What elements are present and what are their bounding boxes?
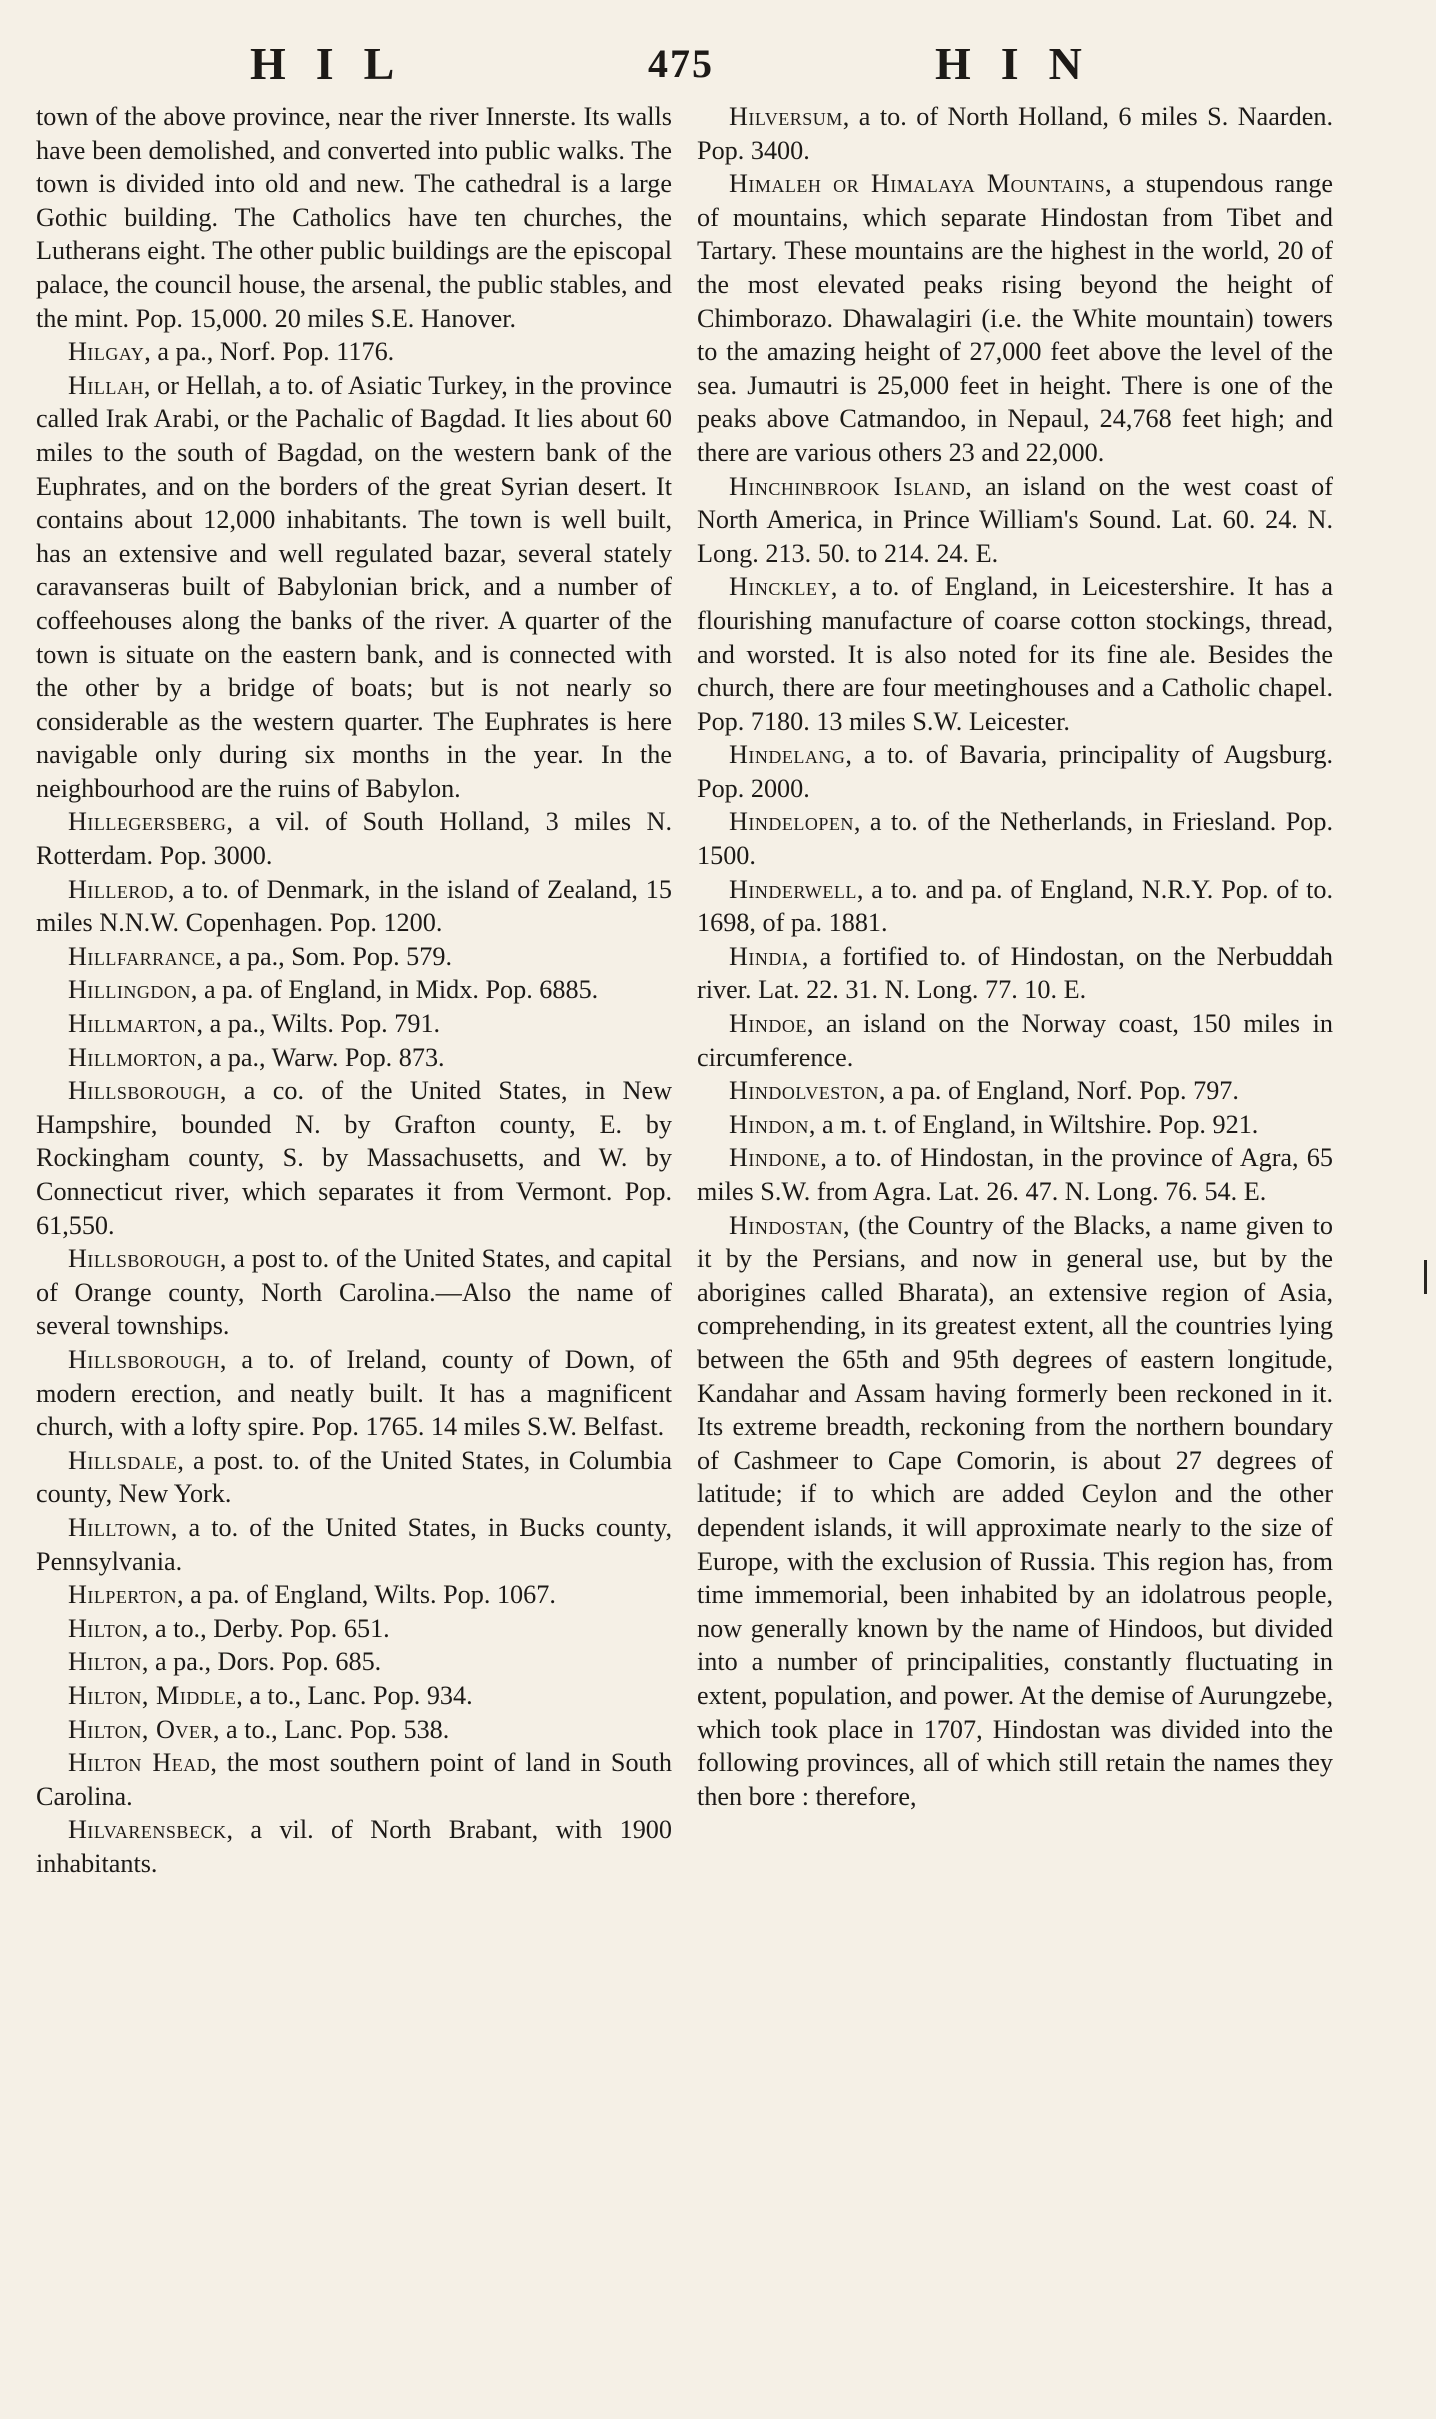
entry-text: , a to. of Ireland, county of Down, of modern erection, and neatly built. It has a magnificent church, with a lofty spire. Pop. 1765. 14 miles S.W. Belfast. bbox=[36, 1344, 672, 1442]
entry-text: , an island on the Norway coast, 150 miles in circumference. bbox=[697, 1009, 1333, 1072]
page-number: 475 bbox=[648, 41, 714, 86]
entry-headword: Hilton, Over bbox=[68, 1714, 213, 1744]
entry-headword: Hindia bbox=[729, 941, 802, 971]
entry-text: , a pa. of England, Wilts. Pop. 1067. bbox=[177, 1580, 556, 1610]
gazetteer-entry bbox=[36, 873, 672, 940]
gazetteer-entry bbox=[697, 805, 1333, 872]
entry-text: , a to. and pa. of England, N.R.Y. Pop. of to. 1698, of pa. 1881. bbox=[697, 874, 1333, 938]
gazetteer-entry bbox=[697, 1074, 1333, 1108]
gazetteer-entry bbox=[697, 940, 1333, 1007]
gazetteer-entry bbox=[697, 873, 1333, 940]
entry-text: , a to., Derby. Pop. 651. bbox=[141, 1613, 390, 1643]
entry-text: , a vil. of South Holland, 3 miles N. Rotterdam. Pop. 3000. bbox=[36, 807, 672, 871]
gazetteer-entry bbox=[36, 1746, 672, 1813]
entry-text: , a to. of the Netherlands, in Friesland. Pop. 1500. bbox=[697, 807, 1333, 871]
entry-text: , a to., Lanc. Pop. 538. bbox=[212, 1714, 450, 1744]
entry-headword: Hillsborough bbox=[68, 1344, 220, 1374]
gazetteer-entry bbox=[36, 369, 672, 806]
entry-text: , a pa., Dors. Pop. 685. bbox=[141, 1647, 382, 1677]
entry-text: , a pa. of England, Norf. Pop. 797. bbox=[878, 1076, 1239, 1106]
gazetteer-entry bbox=[697, 100, 1333, 167]
gazetteer-entry bbox=[36, 1074, 672, 1242]
entry-headword: Himaleh or Himalaya Mountains bbox=[729, 169, 1106, 199]
gazetteer-entry bbox=[697, 167, 1333, 469]
running-header bbox=[0, 36, 1436, 96]
entry-text: , a pa., Warw. Pop. 873. bbox=[196, 1042, 445, 1072]
entry-text: , a to. of England, in Leicestershire. It has a flourishing manufacture of coarse cotton stockings, thread, and worsted. It is also noted for its fine ale. Besides the church, there are four meetinghouses and a Catholic chapel. Pop. 7180. 13 miles S.W. Leicester. bbox=[697, 572, 1333, 736]
gazetteer-entry bbox=[36, 1813, 672, 1880]
entry-headword: Hilton bbox=[68, 1647, 142, 1677]
entry-text: , a to. of Hindostan, in the province of Agra, 65 miles S.W. from Agra. Lat. 26. 47. N. Long. 76. 54. E. bbox=[697, 1143, 1333, 1206]
gazetteer-entry bbox=[36, 1578, 672, 1612]
gazetteer-entry bbox=[36, 940, 672, 974]
entry-headword: Hillmorton bbox=[68, 1042, 197, 1072]
entry-headword: Hilversum bbox=[729, 102, 843, 131]
entry-headword: Hilton Head bbox=[68, 1748, 211, 1778]
entry-headword: Hillsdale bbox=[68, 1445, 178, 1475]
gazetteer-entry bbox=[697, 570, 1333, 738]
entry-text: , a fortified to. of Hindostan, on the Nerbuddah river. Lat. 22. 31. N. Long. 77. 10. E. bbox=[697, 941, 1333, 1005]
header-right-guideword: HIN bbox=[935, 38, 1112, 89]
entry-headword: Hilvarensbeck bbox=[68, 1815, 227, 1845]
margin-mark bbox=[1424, 1260, 1427, 1294]
entry-headword: Hillegersberg bbox=[68, 807, 227, 837]
entry-text: , a pa., Som. Pop. 579. bbox=[215, 941, 453, 971]
gazetteer-entry bbox=[36, 335, 672, 369]
entry-headword: Hinckley bbox=[729, 572, 831, 602]
entry-text: town of the above province, near the river Innerste. Its walls have been demolished, and converted into public walks. The town is divided into old and new. The cathedral is a large Gothic building. The Catholics have ten churches, the Lutherans eight. The other public buildings are the episcopal palace, the council house, the arsenal, the public stables, and the mint. Pop. 15,000. 20 miles S.E. Hanover. bbox=[36, 102, 672, 333]
entry-text: , a pa. of England, in Midx. Pop. 6885. bbox=[190, 975, 599, 1005]
gazetteer-entry bbox=[36, 1679, 672, 1713]
entry-headword: Hillfarrance bbox=[68, 941, 216, 971]
entry-text: , a to. of Bavaria, principality of Augsburg. Pop. 2000. bbox=[697, 740, 1333, 803]
gazetteer-entry bbox=[36, 1242, 672, 1343]
gazetteer-entry bbox=[36, 1007, 672, 1041]
entry-text: , a vil. of North Brabant, with 1900 inhabitants. bbox=[36, 1815, 672, 1878]
entry-text: , or Hellah, a to. of Asiatic Turkey, in the province called Irak Arabi, or the Pachalic of Bagdad. It lies about 60 miles to the south of Bagdad, on the western bank of the Euphrates, and on the borders of the great Syrian desert. It contains about 12,000 inhabitants. The town is well built, has an extensive and well regulated bazar, several stately caravanseras built of Babylonian brick, and a number of coffeehouses along the banks of the river. A quarter of the town is situate on the eastern bank, and is connected with the other by a bridge of boats; but is not nearly so considerable as the western quarter. The Euphrates is here navigable only during six months in the year. In the neighbourhood are the ruins of Babylon. bbox=[36, 370, 672, 803]
gazetteer-entry bbox=[697, 1108, 1333, 1142]
entry-headword: Hindostan bbox=[729, 1210, 843, 1240]
gazetteer-entry bbox=[36, 973, 672, 1007]
entry-headword: Hillerod bbox=[68, 874, 168, 904]
gazetteer-entry bbox=[697, 1141, 1333, 1208]
entry-text: , an island on the west coast of North America, in Prince William's Sound. Lat. 60. 24. N. Long. 213. 50. to 214. 24. E. bbox=[697, 471, 1333, 568]
gazetteer-entry bbox=[36, 1041, 672, 1075]
entry-headword: Hillsborough bbox=[68, 1076, 220, 1106]
entry-headword: Hillmarton bbox=[68, 1009, 197, 1039]
gazetteer-entry bbox=[697, 1007, 1333, 1074]
entry-headword: Hilperton bbox=[68, 1580, 177, 1610]
entry-text: , a to. of the United States, in Bucks county, Pennsylvania. bbox=[36, 1512, 672, 1576]
gazetteer-entry bbox=[36, 100, 672, 335]
entry-text: , a to. of North Holland, 6 miles S. Naarden. Pop. 3400. bbox=[697, 102, 1333, 165]
entry-text: , the most southern point of land in South Carolina. bbox=[36, 1748, 672, 1811]
entry-headword: Hinderwell bbox=[729, 874, 857, 904]
entry-headword: Hilton bbox=[68, 1613, 142, 1643]
entry-headword: Hinchinbrook Island bbox=[729, 471, 966, 501]
gazetteer-entry bbox=[697, 1209, 1333, 1814]
entry-headword: Hillingdon bbox=[68, 975, 191, 1005]
gazetteer-entry bbox=[697, 738, 1333, 805]
gazetteer-entry bbox=[36, 805, 672, 872]
entry-headword: Hillsborough bbox=[68, 1244, 220, 1274]
entry-text: , a co. of the United States, in New Hampshire, bounded N. by Grafton county, E. by Rockingham county, S. by Massachusetts, and W. by Connecticut river, which separates it from Vermont. Pop. 61,550. bbox=[36, 1076, 672, 1240]
right-column bbox=[697, 100, 1333, 1813]
gazetteer-entry bbox=[697, 470, 1333, 571]
entry-headword: Hilton, Middle bbox=[68, 1680, 237, 1710]
entry-headword: Hilgay bbox=[68, 337, 145, 367]
entry-text: , a stupendous range of mountains, which separate Hindostan from Tibet and Tartary. These mountains are the highest in the world, 20 of the most elevated peaks rising beyond the height of Chimborazo. Dhawalagiri (i.e. the White mountain) towers to the amazing height of 27,000 feet above the level of the sea. Jumautri is 25,000 feet in height. There is one of the peaks above Catmandoo, in Nepaul, 24,768 feet high; and there are various others 23 and 22,000. bbox=[697, 169, 1334, 467]
entry-text: , a pa., Norf. Pop. 1176. bbox=[144, 337, 395, 367]
entry-text: , a to. of Denmark, in the island of Zealand, 15 miles N.N.W. Copenhagen. Pop. 1200. bbox=[36, 874, 672, 938]
left-column bbox=[36, 100, 672, 1880]
entry-text: , a post to. of the United States, and capital of Orange county, North Carolina.—Also the name of several townships. bbox=[36, 1244, 672, 1341]
entry-headword: Hindelopen bbox=[729, 807, 854, 837]
entry-text: , a pa., Wilts. Pop. 791. bbox=[196, 1009, 441, 1039]
entry-headword: Hindon bbox=[729, 1109, 809, 1139]
gazetteer-entry bbox=[36, 1713, 672, 1747]
entry-headword: Hillah bbox=[68, 370, 144, 400]
gazetteer-entry bbox=[36, 1612, 672, 1646]
gazetteer-entry bbox=[36, 1645, 672, 1679]
entry-text: , a m. t. of England, in Wiltshire. Pop. 921. bbox=[808, 1109, 1259, 1139]
entry-text: , a post. to. of the United States, in Columbia county, New York. bbox=[36, 1445, 672, 1509]
entry-headword: Hindone bbox=[729, 1143, 821, 1173]
entry-headword: Hindoe bbox=[729, 1009, 807, 1039]
entry-headword: Hindelang bbox=[729, 740, 846, 770]
entry-text: , a to., Lanc. Pop. 934. bbox=[236, 1680, 473, 1710]
entry-text: , (the Country of the Blacks, a name given to it by the Persians, and now in general use, but by the aborigines called Bharata), an extensive region of Asia, comprehending, in its greatest extent, all the countries lying between the 65th and 95th degrees of eastern longitude, Kandahar and Assam having formerly been reckoned in it. Its extreme breadth, reckoning from the northern boundary of Cashmeer to Cape Comorin, is about 27 degrees of latitude; if to which are added Ceylon and the other dependent islands, it will approximate nearly to the size of Europe, with the exclusion of Russia. This region has, from time immemorial, been inhabited by an idolatrous people, now generally known by the name of Hindoos, but divided into a number of principalities, constantly fluctuating in extent, population, and power. At the demise of Aurungzebe, which took place in 1707, Hindostan was divided into the following provinces, all of which still retain the names they then bore : therefore, bbox=[697, 1210, 1333, 1811]
entry-headword: Hilltown bbox=[68, 1512, 171, 1542]
gazetteer-entry bbox=[36, 1444, 672, 1511]
gazetteer-entry bbox=[36, 1343, 672, 1444]
gazetteer-entry bbox=[36, 1511, 672, 1578]
entry-headword: Hindolveston bbox=[729, 1076, 879, 1106]
header-left-guideword: HIL bbox=[250, 38, 425, 89]
